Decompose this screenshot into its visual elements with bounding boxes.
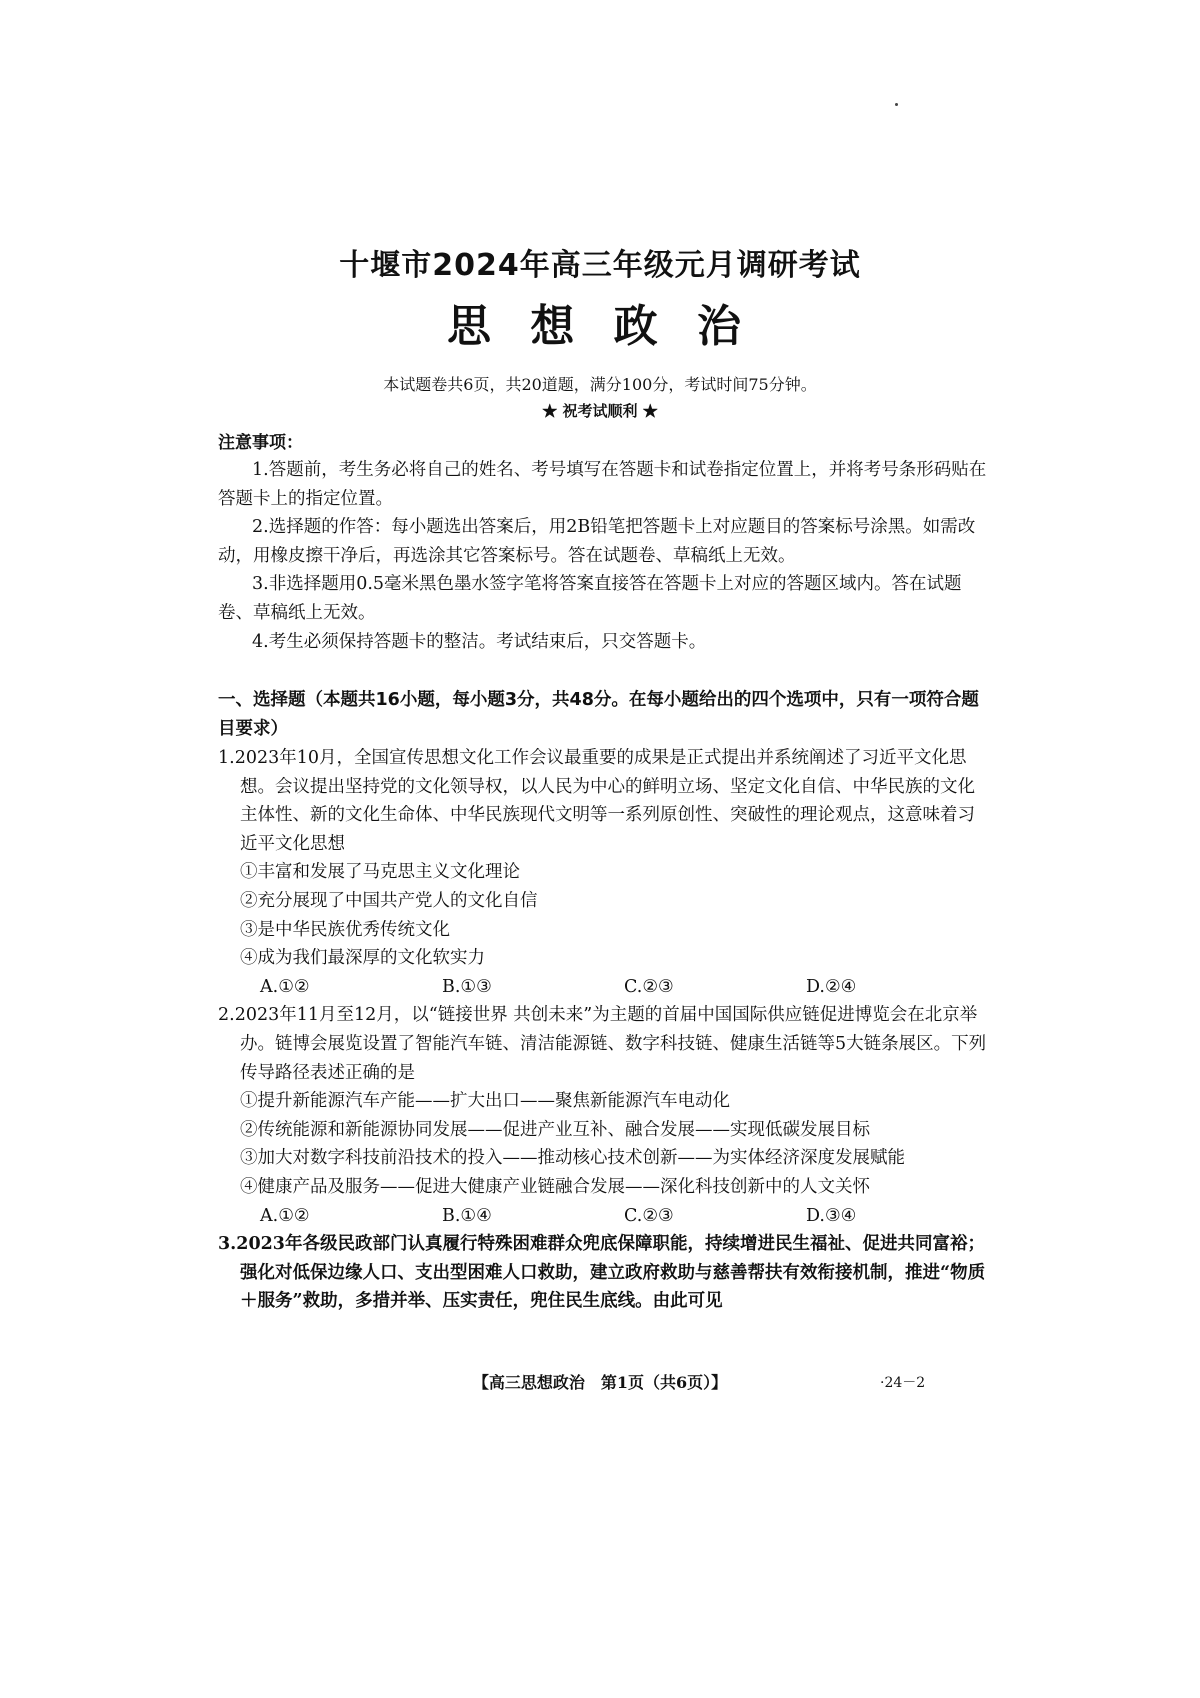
option-d: D.③④ <box>806 1205 857 1226</box>
notice-item: 2.选择题的作答：每小题选出答案后，用2B铅笔把答题卡上对应题目的答案标号涂黑。如需改动，用橡皮擦干净后，再选涂其它答案标号。答在试题卷、草稿纸上无效。 <box>218 517 976 566</box>
exam-title: 十堰市2024年高三年级元月调研考试 <box>339 248 861 283</box>
question-stem: 3.2023年各级民政部门认真履行特殊困难群众兜底保障职能，持续增进民生福祉、促进共同富裕；强化对低保边缘人口、支出型困难人口救助，建立政府救助与慈善帮扶有效衔接机制，推进“物质＋服务”救助，多措并举、压实责任，兜住民生底线。由此可见 <box>218 1234 986 1312</box>
answer-options <box>218 973 988 1002</box>
statement: ④成为我们最深厚的文化软实力 <box>240 948 485 969</box>
option-c: C.②③ <box>624 976 674 997</box>
option-b: B.①④ <box>442 1205 492 1226</box>
statement: ④健康产品及服务——促进大健康产业链融合发展——深化科技创新中的人文关怀 <box>240 1176 870 1197</box>
exam-intro: 本试题卷共6页，共20道题，满分100分，考试时间75分钟。 <box>383 375 817 394</box>
section-heading: 一、选择题（本题共16小题，每小题3分，共48分。在每小题给出的四个选项中，只有一项符合题目要求） <box>218 690 979 739</box>
notice-item: 4.考生必须保持答题卡的整洁。考试结束后，只交答题卡。 <box>252 631 707 652</box>
answer-options <box>218 1202 988 1231</box>
notice-item: 3.非选择题用0.5毫米黑色墨水签字笔将答案直接答在答题卡上对应的答题区域内。答在试题卷、草稿纸上无效。 <box>218 574 962 623</box>
option-c: C.②③ <box>624 1205 674 1226</box>
statement: ②充分展现了中国共产党人的文化自信 <box>240 890 538 911</box>
statement: ①提升新能源汽车产能——扩大出口——聚焦新能源汽车电动化 <box>240 1091 730 1112</box>
page-footer: 【高三思想政治 第1页（共6页）】 <box>472 1373 728 1392</box>
subject-title: 思 想 政 治 <box>447 301 753 352</box>
good-luck-line: ★ 祝考试顺利 ★ <box>542 402 658 420</box>
option-b: B.①③ <box>442 976 492 997</box>
question-stem: 2.2023年11月至12月，以“链接世界 共创未来”为主题的首届中国国际供应链促进博览会在北京举办。链博会展览设置了智能汽车链、清洁能源链、数字科技链、健康生活链等5大链条展区。下列传导路径表述正确的是 <box>218 1005 987 1083</box>
question-stem: 1.2023年10月，全国宣传思想文化工作会议最重要的成果是正式提出并系统阐述了习近平文化思想。会议提出坚持党的文化领导权，以人民为中心的鲜明立场、坚定文化自信、中华民族的文化主体性、新的文化生命体、中华民族现代文明等一系列原创性、突破性的理论观点，这意味着习近平文化思想 <box>218 748 975 854</box>
paper-code: ·24－2 <box>880 1375 926 1391</box>
option-a: A.①② <box>260 976 310 997</box>
statement: ③加大对数字科技前沿技术的投入——推动核心技术创新——为实体经济深度发展赋能 <box>240 1148 905 1169</box>
option-d: D.②④ <box>806 976 857 997</box>
scan-speck <box>895 103 898 106</box>
question-list <box>218 744 988 1316</box>
statement: ②传统能源和新能源协同发展——促进产业互补、融合发展——实现低碳发展目标 <box>240 1119 870 1140</box>
statement: ③是中华民族优秀传统文化 <box>240 919 450 940</box>
notice-list <box>218 456 988 656</box>
notice-item: 1.答题前，考生务必将自己的姓名、考号填写在答题卡和试卷指定位置上，并将考号条形码贴在答题卡上的指定位置。 <box>218 460 987 509</box>
notice-heading: 注意事项： <box>218 433 303 453</box>
option-a: A.①② <box>260 1205 310 1226</box>
statement: ①丰富和发展了马克思主义文化理论 <box>240 862 520 883</box>
